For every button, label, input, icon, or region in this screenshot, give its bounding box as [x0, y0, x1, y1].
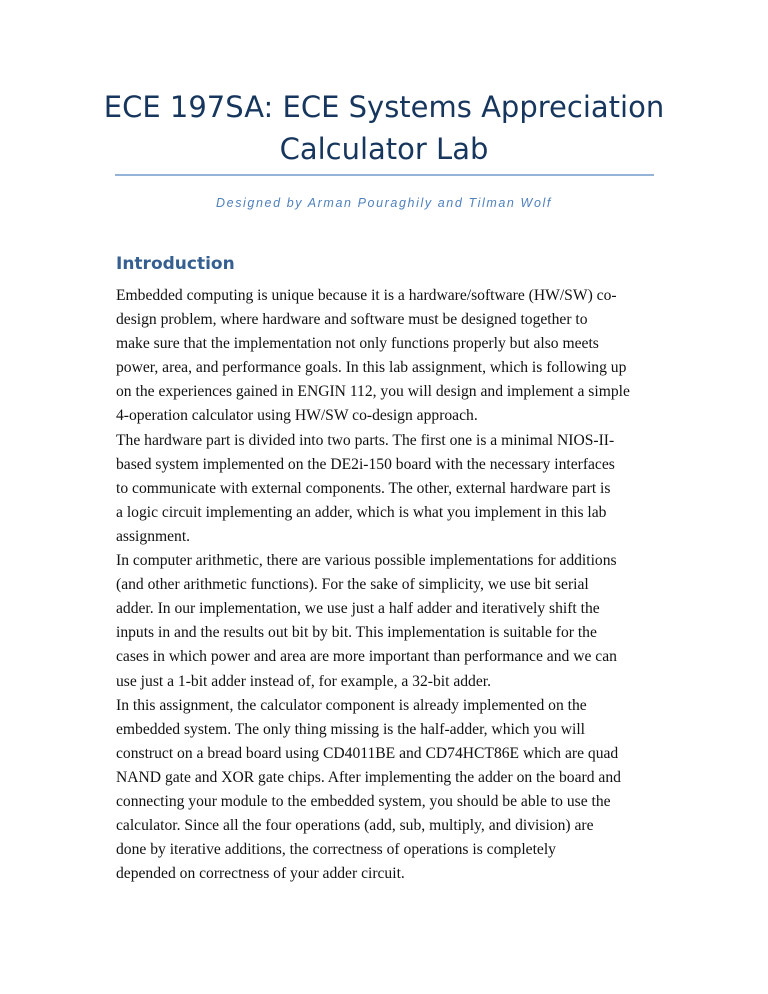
body-text-line: embedded system. The only thing missing is the half-adder, which you will	[116, 720, 585, 738]
body-text-line: NAND gate and XOR gate chips. After implementing the adder on the board and	[116, 768, 621, 786]
body-text-line: connecting your module to the embedded system, you should be able to use the	[116, 792, 611, 810]
body-text-line: depended on correctness of your adder circuit.	[116, 865, 405, 883]
body-text-line: construct on a bread board using CD4011BE and CD74HCT86E which are quad	[116, 744, 619, 762]
title-line-2: Calculator Lab	[279, 132, 489, 166]
body-text-line: make sure that the implementation not only functions properly but also meets	[116, 335, 599, 353]
body-text-line: use just a 1-bit adder instead of, for example, a 32-bit adder.	[116, 672, 491, 690]
body-text-line: cases in which power and area are more important than performance and we can	[116, 648, 617, 666]
body-text-line: to communicate with external components. The other, external hardware part is	[116, 479, 611, 497]
body-text-line: design problem, where hardware and software must be designed together to	[116, 311, 588, 329]
section-heading: Introduction	[116, 254, 235, 274]
body-text-line: on the experiences gained in ENGIN 112, you will design and implement a simple	[116, 383, 630, 401]
body-text-line: Embedded computing is unique because it is a hardware/software (HW/SW) co-	[116, 287, 617, 304]
body-text-line: inputs in and the results out bit by bit. This implementation is suitable for the	[116, 624, 597, 642]
document-title	[0, 86, 768, 170]
body-text-line: a logic circuit implementing an adder, which is what you implement in this lab	[116, 503, 607, 521]
title-line-1: ECE 197SA: ECE Systems Appreciation	[103, 90, 665, 124]
body-text-line: assignment.	[116, 527, 191, 545]
body-text-line: 4-operation calculator using HW/SW co-design approach.	[116, 407, 478, 425]
body-text-line: (and other arithmetic functions). For the sake of simplicity, we use bit serial	[116, 576, 589, 594]
body-text-line: The hardware part is divided into two parts. The first one is a minimal NIOS-II-	[116, 431, 615, 449]
section-body	[116, 284, 676, 886]
body-text-line: In this assignment, the calculator component is already implemented on the	[116, 696, 587, 714]
authors-subtitle: Designed by Arman Pouraghily and Tilman Wolf	[216, 196, 552, 210]
body-text-line: based system implemented on the DE2i-150 board with the necessary interfaces	[116, 455, 615, 473]
body-text-line: done by iterative additions, the correctness of operations is completely	[116, 841, 556, 859]
body-text-line: calculator. Since all the four operations (add, sub, multiply, and division) are	[116, 817, 594, 835]
body-text-line: power, area, and performance goals. In this lab assignment, which is following up	[116, 359, 627, 377]
body-text-line: adder. In our implementation, we use just a half adder and iteratively shift the	[116, 600, 600, 618]
body-text-line: In computer arithmetic, there are various possible implementations for additions	[116, 552, 617, 570]
title-divider	[115, 174, 654, 176]
